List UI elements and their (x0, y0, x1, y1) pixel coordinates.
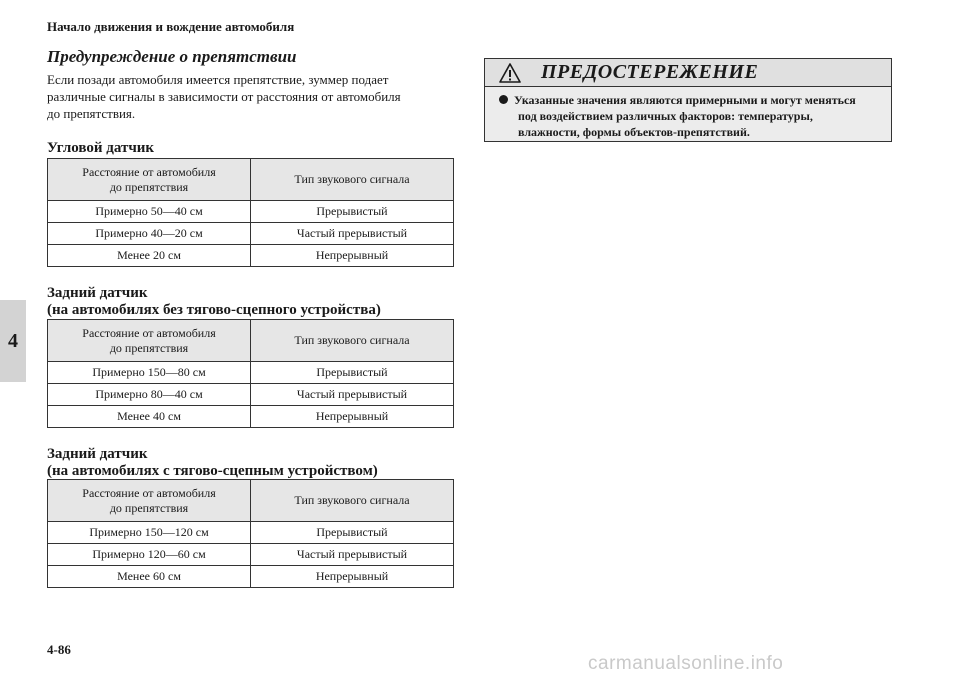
distance-cell: Примерно 150—120 см (48, 522, 251, 544)
table-row (48, 201, 454, 223)
table-row (48, 566, 454, 588)
column-header-distance: Расстояние от автомобиля до препятствия (48, 480, 251, 522)
chapter-number: 4 (8, 329, 18, 352)
intro-line: Если позади автомобиля имеется препятствие, зуммер подает (47, 72, 389, 87)
table-row (48, 544, 454, 566)
watermark: carmanualsonline.info (588, 653, 784, 674)
column-header-distance: Расстояние от автомобиля до препятствия (48, 320, 251, 362)
chapter-tab (0, 300, 26, 382)
distance-cell: Менее 20 см (48, 245, 251, 267)
signal-cell: Прерывистый (251, 201, 454, 223)
distance-cell: Примерно 40—20 см (48, 223, 251, 245)
corner-sensor-heading: Угловой датчик (47, 140, 155, 156)
rear-sensor-with-hitch-heading: Задний датчик (на автомобилях с тягово-сцепным устройством) (47, 446, 378, 479)
table-row (48, 384, 454, 406)
signal-cell: Непрерывный (251, 406, 454, 428)
column-header-distance: Расстояние от автомобиля до препятствия (48, 159, 251, 201)
warning-triangle-icon (499, 63, 521, 83)
table-row (48, 223, 454, 245)
table-header-row (48, 480, 454, 522)
intro-line: различные сигналы в зависимости от расстояния от автомобиля (47, 89, 401, 104)
signal-cell: Прерывистый (251, 362, 454, 384)
page-number: 4-86 (47, 642, 71, 657)
signal-cell: Частый прерывистый (251, 384, 454, 406)
table-row (48, 406, 454, 428)
warning-title-bar (485, 59, 891, 87)
distance-cell: Менее 40 см (48, 406, 251, 428)
distance-cell: Примерно 150—80 см (48, 362, 251, 384)
signal-cell: Непрерывный (251, 566, 454, 588)
warning-text: Указанные значения являются примерными и могут меняться под воздействием различных факторов: температуры, влажности, формы объектов-препятствий. (485, 87, 891, 140)
table-header-row (48, 159, 454, 201)
warning-box (484, 58, 892, 142)
corner-sensor-table (47, 158, 454, 267)
intro-line: до препятствия. (47, 106, 136, 121)
column-header-signal: Тип звукового сигнала (251, 480, 454, 522)
signal-cell: Частый прерывистый (251, 223, 454, 245)
section-title: Предупреждение о препятствии (47, 47, 297, 66)
signal-cell: Непрерывный (251, 245, 454, 267)
intro-paragraph (47, 71, 457, 122)
distance-cell: Примерно 50—40 см (48, 201, 251, 223)
distance-cell: Примерно 80—40 см (48, 384, 251, 406)
distance-cell: Примерно 120—60 см (48, 544, 251, 566)
signal-cell: Частый прерывистый (251, 544, 454, 566)
signal-cell: Прерывистый (251, 522, 454, 544)
distance-cell: Менее 60 см (48, 566, 251, 588)
rear-sensor-no-hitch-table (47, 319, 454, 428)
rear-sensor-no-hitch-heading: Задний датчик (на автомобилях без тягово-сцепного устройства) (47, 285, 381, 318)
table-row (48, 522, 454, 544)
warning-title: ПРЕДОСТЕРЕЖЕНИЕ (541, 61, 759, 83)
table-header-row (48, 320, 454, 362)
rear-sensor-with-hitch-table (47, 479, 454, 588)
column-header-signal: Тип звукового сигнала (251, 159, 454, 201)
table-row (48, 362, 454, 384)
page-header: Начало движения и вождение автомобиля (47, 19, 295, 34)
column-header-signal: Тип звукового сигнала (251, 320, 454, 362)
bullet-icon (499, 95, 508, 104)
table-row (48, 245, 454, 267)
